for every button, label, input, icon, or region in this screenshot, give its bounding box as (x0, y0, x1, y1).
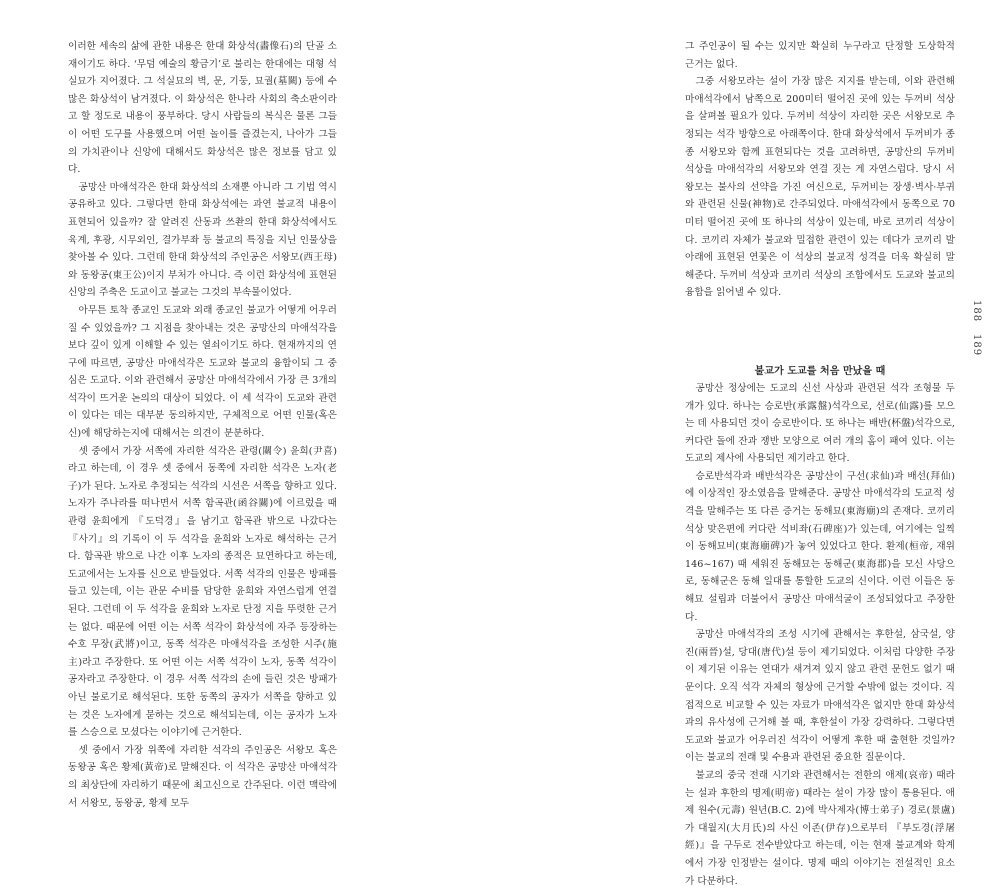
page-number-right: 189 (971, 334, 982, 357)
left-paragraph-3: 아무튼 토착 종교인 도교와 외래 종교인 불교가 어떻게 어우러질 수 있었을까? 그 지점을 찾아내는 것은 공망산의 마애석각을 보다 깊이 있게 이해할 수 있는 열쇠이기도 하다. 현재까지의 연구에 따르면, 공망산 마애석각은 도교와 불교의 융합이되 그 중심은 도교다. 이와 관련해서 공망산 마애석각에서 가장 큰 3개의 석각이 뜨거운 논의의 대상이 되었다. 이 세 석각이 도교와 관련이 있다는 데는 대부분 동의하지만, 구체적으로 어떤 인물(혹은 신)에 해당하는지에 대해서는 의견이 분분하다. (68, 304, 337, 440)
right-paragraph-6: 불교의 중국 전래 시기와 관련해서는 전한의 애제(哀帝) 때라는 설과 후한의 명제(明帝) 때라는 설이 가장 많이 통용된다. 애제 원수(元壽) 원년(B.C. 2)에 박사제자(博士弟子) 경로(景盧)가 대월지(大月氏)의 사신 이존(伊存)으로부터 『부도경(浮屠經)』을 구두로 전수받았다고 하는데, 이는 현재 불교계와 학계에서 가장 인정받는 설이다. 명제 때의 이야기는 전설적인 요소가 다분하다. (685, 769, 955, 887)
left-paragraph-2: 공망산 마애석각은 한대 화상석의 소재뿐 아니라 그 기법 역시 공유하고 있다. 그렇다면 한대 화상석에는 과연 불교적 내용이 표현되어 있을까? 잘 알려진 산동과 쓰촨의 한대 화상석에서도 육계, 후광, 시무외인, 결가부좌 등 불교의 특징을 지닌 인물상을 찾아볼 수 있다. 그런데 한대 화상석의 주인공은 서왕모(西王母)와 동왕공(東王公)이지 부처가 아니다. 즉 이런 화상석에 표현된 신앙의 주축은 도교이고 불교는 그것의 부속물이었다. (68, 181, 337, 299)
left-page (68, 38, 337, 812)
right-paragraph-5: 공망산 마애석각의 조성 시기에 관해서는 후한설, 삼국설, 양진(兩晉)설, 당대(唐代)설 등이 제기되었다. 이처럼 다양한 주장이 제기된 이유는 연대가 새겨져 있지 않고 관련 문헌도 없기 때문이다. 오직 석각 자체의 형상에 근거할 수밖에 없는 것이다. 직접적으로 비교할 수 있는 자료가 마애석각은 없지만 한대 화상석과의 유사성에 근거해 볼 때, 후한설이 가장 강력하다. 그렇다면 도교와 불교가 어우러진 석각이 어떻게 후한 때 출현한 것일까? 이는 불교의 전래 및 수용과 관련된 중요한 질문이다. (685, 629, 955, 764)
right-paragraph-3: 공망산 정상에는 도교의 신선 사상과 관련된 석각 조형물 두 개가 있다. 하나는 승로반(承露盤)석각으로, 선로(仙露)를 모으는 데 사용되던 것이 승로반이다. 또 하나는 배반(杯盤)석각으로, 커다란 돌에 잔과 쟁반 모양으로 여러 개의 홈이 패여 있다. 이는 도교의 제사에 사용되던 제기라고 한다. (685, 382, 955, 465)
right-paragraph-1: 그 주인공이 될 수는 있지만 확실히 누구라고 단정할 도상학적 근거는 없다. (685, 41, 955, 70)
page-number-left: 188 (971, 300, 982, 323)
left-paragraph-5: 셋 중에서 가장 위쪽에 자리한 석각의 주인공은 서왕모 혹은 동왕공 혹은 황제(黃帝)로 말해진다. 이 석각은 공망산 마애석각의 최상단에 자리하기 때문에 최고신으로 간주된다. 이런 맥락에서 서왕모, 동왕공, 황제 모두 (68, 744, 337, 809)
left-paragraph-4: 셋 중에서 가장 서쪽에 자리한 석각은 관령(關令) 윤희(尹喜)라고 하는데, 이 경우 셋 중에서 동쪽에 자리한 석각은 노자(老子)가 된다. 노자로 추정되는 석각의 시선은 서쪽을 향하고 있다. 노자가 주나라를 떠나면서 서쪽 함곡관(函谷關)에 이르렀을 때 관령 윤희에게 『도덕경』을 남기고 함곡관 밖으로 나갔다는 『사기』의 기록이 이 두 석각을 윤희와 노자로 해석하는 근거다. 함곡관 밖으로 나간 이후 노자의 종적은 묘연하다고 하는데, 도교에서는 노자를 신으로 받들었다. 서쪽 석각의 인물은 방패를 들고 있는데, 이는 관문 수비를 담당한 윤희와 자연스럽게 연결된다. 그런데 이 두 석각을 윤희와 노자로 단정 지을 뚜렷한 근거는 없다. 때문에 어떤 이는 서쪽 석각이 화상석에 자주 등장하는 수호 무장(武將)이고, 동쪽 석각은 마애석각을 조성한 시주(施主)라고 주장한다. 또 어떤 이는 서쪽 석각이 노자, 동쪽 석각이 공자라고 주장한다. 이 경우 서쪽 석각의 손에 들린 것은 방패가 아닌 불로기로 해석된다. 또한 동쪽의 공자가 서쪽을 향하고 있는 것은 노자에게 묻하는 것으로 해석되는데, 이는 공자가 노자를 스승으로 모셨다는 이야기에 근거한다. (68, 445, 337, 739)
page-numbers (971, 300, 982, 356)
section-title: 불교가 도교를 처음 만났을 때 (754, 365, 886, 377)
right-paragraph-4: 승로반석각과 배반석각은 공망산이 구선(求仙)과 배선(拜仙)에 이상적인 장소였음을 말해준다. 공망산 마애석각의 도교적 성격을 말해주는 또 다른 증거는 동해묘(東海廟)의 존재다. 코끼리 석상 맞은편에 커다란 석비좌(石碑座)가 있는데, 여기에는 일찍이 동해묘비(東海廟碑)가 놓여 있었다고 한다. 환제(桓帝, 재위 146~167) 때 세워진 동해묘는 동해군(東海郡)을 모신 사당으로, 동해군은 동해 일대를 통할한 도교의 신이다. 이런 이들은 동해묘 설립과 더불어서 공망산 마애석굴이 조성되었다고 주장한다. (685, 470, 955, 623)
right-paragraph-2: 그중 서왕모라는 설이 가장 많은 지지를 받는데, 이와 관련해 마애석각에서 남쪽으로 200미터 떨어진 곳에 있는 두꺼비 석상을 살펴볼 필요가 있다. 두꺼비 석상이 자리한 곳은 서왕모로 추정되는 석각 방향으로 아래쪽이다. 한대 화상석에서 두꺼비가 종종 서왕모와 함께 표현되다는 것을 고려하면, 공망산의 두꺼비 석상을 마애석각의 서왕모와 연결 짓는 게 자연스럽다. 당시 서왕모는 불사의 선약을 가진 여신으로, 두꺼비는 장생·벽사·부귀와 관련된 신물(神物)로 간주되었다. 마애석각에서 동쪽으로 70미터 떨어진 곳에 또 하나의 석상이 있는데, 바로 코끼리 석상이다. 코끼리 자체가 불교와 밀접한 관련이 있는 데다가 코끼리 발아래에 표현된 연꽃은 이 석상의 불교적 성격을 더욱 확실히 말해준다. 두꺼비 석상과 코끼리 석상의 조합에서도 도교와 불교의 융합을 읽어낼 수 있다. (685, 76, 955, 299)
right-page (685, 38, 955, 890)
left-paragraph-1: 이러한 세속의 삶에 관한 내용은 한대 화상석(畵像石)의 단골 소재이기도 하다. ‘무덤 예술의 황금기’로 불리는 한대에는 대형 석실묘가 지어졌다. 그 석실묘의 벽, 문, 기둥, 묘궐(墓闕) 등에 수많은 화상석이 남겨졌다. 이 화상석은 한나라 사회의 축소판이라고 할 정도로 내용이 풍부하다. 당시 사람들의 복식은 물론 그들이 어떤 도구를 사용했으며 어떤 놀이를 즐겼는지, 나아가 그들의 가치관이나 신앙에 대해서도 화상석은 많은 정보를 담고 있다. (68, 41, 337, 176)
